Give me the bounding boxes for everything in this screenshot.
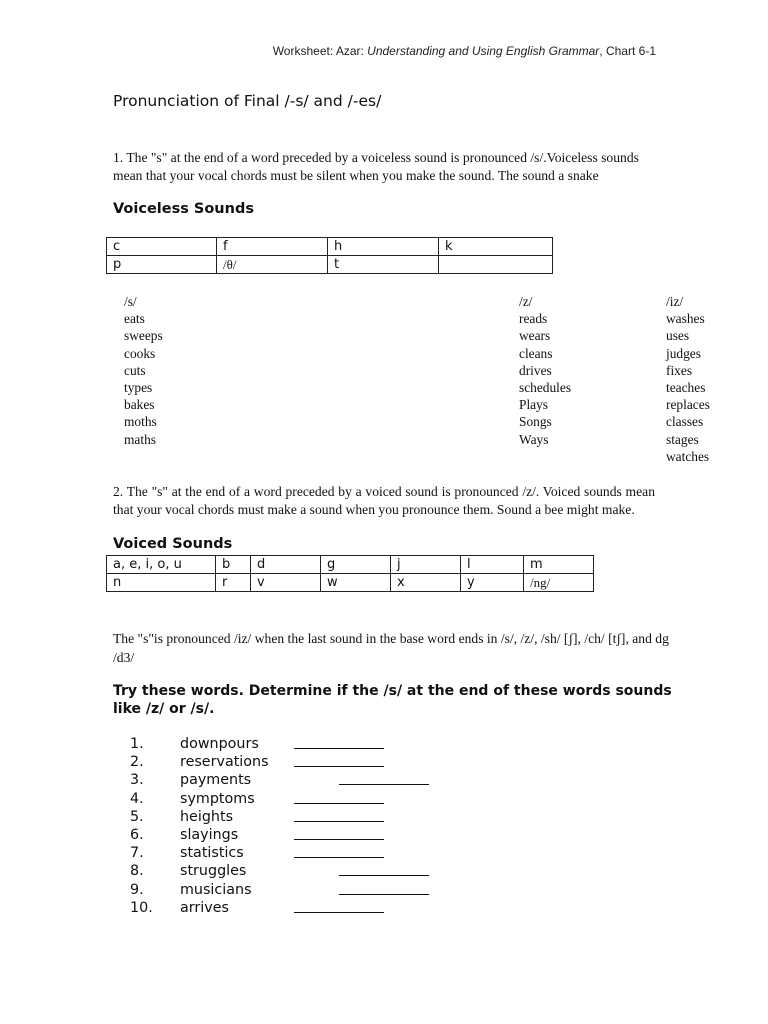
answer-blank[interactable] xyxy=(339,875,429,876)
table-cell: c xyxy=(107,238,217,256)
header-book-title: Understanding and Using English Grammar xyxy=(367,44,600,58)
list-item: eats xyxy=(124,311,145,327)
item-number: 1. xyxy=(130,736,144,752)
list-item: drives xyxy=(519,362,552,378)
item-number: 8. xyxy=(130,863,144,880)
item-number: 2. xyxy=(130,754,144,771)
table-cell: m xyxy=(524,556,594,574)
worksheet-header xyxy=(273,44,656,58)
list-item: types xyxy=(124,380,153,396)
list-item: maths xyxy=(124,431,156,447)
answer-blank[interactable] xyxy=(339,784,429,785)
header-suffix: , Chart 6-1 xyxy=(599,44,656,58)
list-item: watches xyxy=(666,448,710,464)
table-cell: b xyxy=(216,556,251,574)
voiceless-table xyxy=(106,237,553,274)
word-column-iz xyxy=(666,293,710,465)
table-row xyxy=(107,256,553,274)
item-word: slayings xyxy=(180,826,239,843)
list-item: moths xyxy=(124,414,157,430)
item-number: 5. xyxy=(130,808,144,825)
table-cell: v xyxy=(251,574,321,592)
header-prefix: Worksheet: Azar: xyxy=(272,44,368,58)
voiceless-heading: Voiceless Sounds xyxy=(113,201,254,217)
list-item: /z/ xyxy=(519,294,533,309)
answer-blank[interactable] xyxy=(294,857,384,858)
table-cell: y xyxy=(461,574,524,592)
list-item: schedules xyxy=(519,380,572,396)
item-number: 3. xyxy=(130,772,144,789)
table-cell: /θ/ xyxy=(217,256,328,274)
table-cell: w xyxy=(321,574,391,592)
table-cell: t xyxy=(328,256,439,274)
table-cell xyxy=(439,256,553,274)
table-cell: l xyxy=(461,556,524,574)
table-cell: k xyxy=(439,238,553,256)
table-cell: p xyxy=(107,256,217,274)
list-item: classes xyxy=(666,414,704,430)
list-item: Ways xyxy=(519,431,549,447)
voiced-heading: Voiced Sounds xyxy=(113,536,233,552)
list-item: cleans xyxy=(519,345,553,361)
answer-blank[interactable] xyxy=(294,912,384,913)
list-item: replaces xyxy=(666,397,710,413)
list-item: bakes xyxy=(124,397,155,413)
iz-note-paragraph: The "s"is pronounced /iz/ when the last sound in the base word ends in /s/, /z/, /sh/ [ʃ], /ch/ [tʃ], and dg /d3/ xyxy=(113,631,669,665)
item-word: reservations xyxy=(180,754,269,771)
item-word: musicians xyxy=(180,881,252,898)
list-item: cooks xyxy=(124,345,156,361)
answer-blank[interactable] xyxy=(294,803,384,804)
list-item: fixes xyxy=(666,362,693,378)
item-number: 7. xyxy=(130,845,144,862)
table-cell: n xyxy=(107,574,216,592)
item-word: struggles xyxy=(180,863,247,880)
answer-blank[interactable] xyxy=(294,748,384,749)
table-cell: a, e, i, o, u xyxy=(107,556,216,574)
list-item: stages xyxy=(666,431,699,447)
list-item: wears xyxy=(519,328,551,344)
item-word: payments xyxy=(180,772,252,789)
page-title: Pronunciation of Final /-s/ and /-es/ xyxy=(113,92,382,110)
item-word: symptoms xyxy=(180,790,255,807)
item-word: arrives xyxy=(180,899,229,916)
list-item: cuts xyxy=(124,362,146,378)
item-word: downpours xyxy=(180,736,259,752)
word-column-s xyxy=(124,293,163,448)
item-word: statistics xyxy=(180,845,244,862)
answer-blank[interactable] xyxy=(294,839,384,840)
word-column-z xyxy=(519,293,571,448)
table-cell: g xyxy=(321,556,391,574)
voiced-paragraph: 2. The "s" at the end of a word preceded by a voiced sound is pronounced /z/. Voiced sounds mean that your vocal chords must make a sound when you pronounce them. Sound a bee might make. xyxy=(113,484,655,517)
list-item: reads xyxy=(519,311,548,327)
list-item: washes xyxy=(666,311,705,327)
list-item: Songs xyxy=(519,414,552,430)
table-row xyxy=(107,574,594,592)
table-cell: h xyxy=(328,238,439,256)
table-cell: d xyxy=(251,556,321,574)
answer-blank[interactable] xyxy=(294,821,384,822)
list-item: teaches xyxy=(666,380,706,396)
list-item: judges xyxy=(666,345,701,361)
table-cell: x xyxy=(391,574,461,592)
table-row xyxy=(107,556,594,574)
item-word: heights xyxy=(180,808,234,825)
voiceless-paragraph: 1. The "s" at the end of a word preceded by a voiceless sound is pronounced /s/.Voiceless sounds mean that your vocal chords must be silent when you make the sound. The sound a snake xyxy=(113,150,639,183)
item-number: 10. xyxy=(130,899,153,916)
table-row xyxy=(107,238,553,256)
list-item: /s/ xyxy=(124,294,137,309)
list-item: Plays xyxy=(519,397,549,413)
list-item: uses xyxy=(666,328,690,344)
item-number: 4. xyxy=(130,790,144,807)
table-cell: /ng/ xyxy=(524,574,594,592)
table-cell: r xyxy=(216,574,251,592)
list-item: sweeps xyxy=(124,328,163,344)
item-number: 9. xyxy=(130,881,144,898)
item-number: 6. xyxy=(130,826,144,843)
voiced-table xyxy=(106,555,594,592)
answer-blank[interactable] xyxy=(339,894,429,895)
answer-blank[interactable] xyxy=(294,766,384,767)
table-cell: f xyxy=(217,238,328,256)
list-item: /iz/ xyxy=(666,294,684,309)
table-cell: j xyxy=(391,556,461,574)
exercise-question: Try these words. Determine if the /s/ at the end of these words sounds like /z/ or /s/. xyxy=(113,683,672,717)
